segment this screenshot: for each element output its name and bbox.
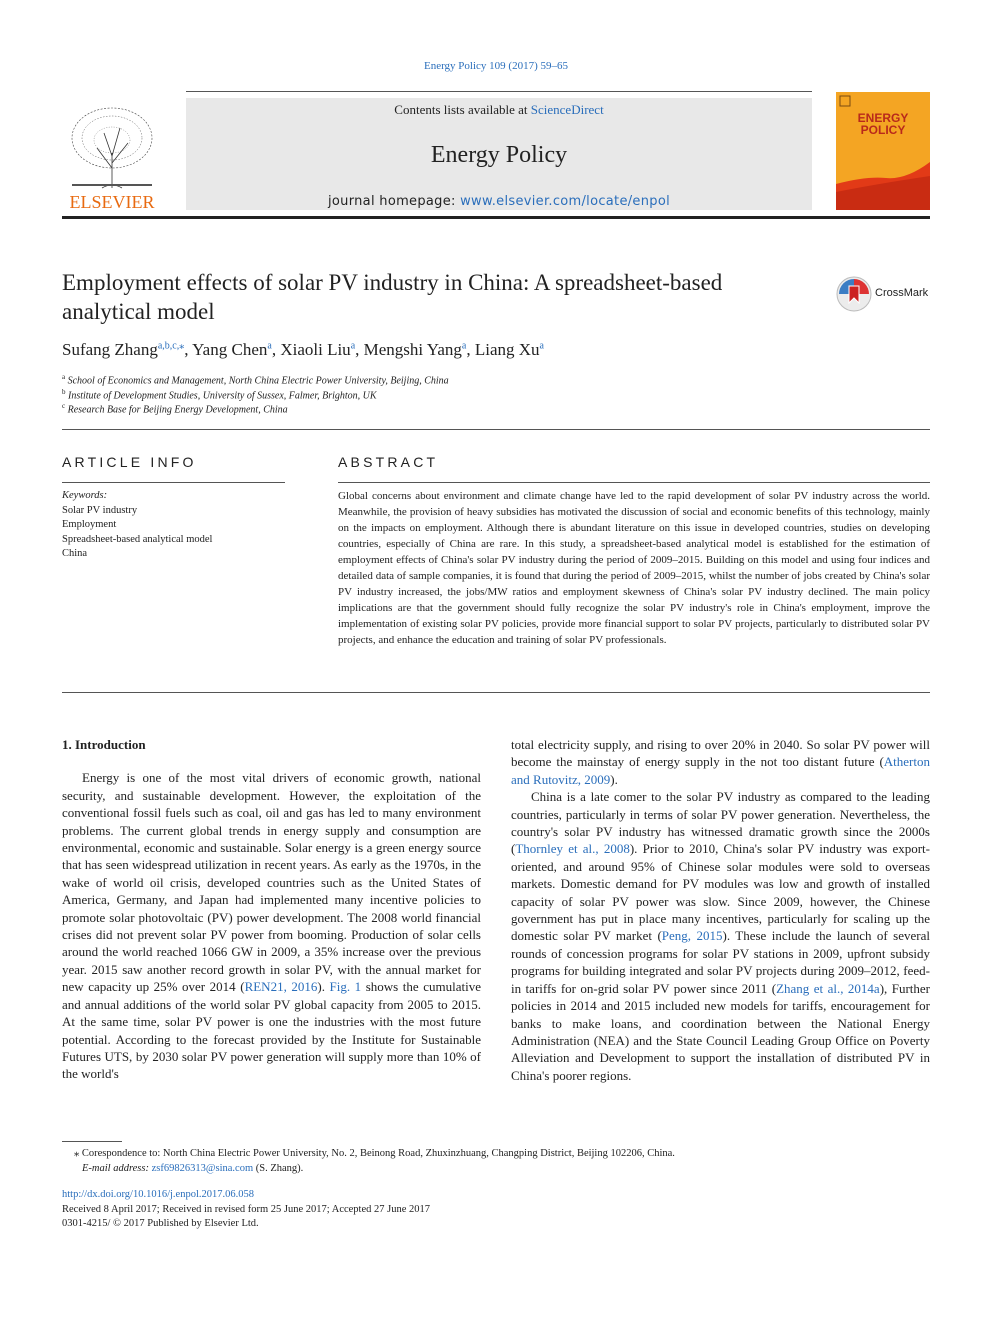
copyright-line: 0301-4215/ © 2017 Published by Elsevier Ltd. — [62, 1218, 259, 1229]
crossmark-icon — [836, 276, 872, 312]
elsevier-wordmark: ELSEVIER — [69, 192, 155, 210]
homepage-prefix: journal homepage: — [328, 194, 461, 209]
author-affiliation-mark[interactable]: a — [539, 340, 544, 352]
author-affiliation-mark[interactable]: a,b,c,⁎ — [157, 340, 185, 352]
journal-name: Energy Policy — [430, 142, 568, 168]
author-affiliation-mark[interactable]: a — [350, 340, 356, 352]
affiliation-a — [62, 373, 449, 386]
footnote-rule — [62, 1141, 122, 1142]
section-heading-introduction: 1. Introduction — [62, 737, 146, 752]
article-info-rule — [62, 482, 285, 483]
paragraph-text: China is a late comer to the solar PV industry as compared to the leading countries, particularly in terms of solar PV power generation. Nevertheless, the country's solar PV industry has witnessed dramatic growth since the 2000s ( — [511, 789, 930, 857]
author-separator: , — [466, 340, 475, 359]
corresponding-footnote — [62, 1146, 675, 1176]
paragraph-text: ), Further policies in 2014 and 2015 included new models for tariffs, encouragement for banks to make loans, and coordination between the National Energy Administration (NEA) and the State Council Leading Group Office on Poverty Alleviation and Development to support the installation of distributed PV in China's poorer regions. — [511, 980, 930, 1083]
sciencedirect-link[interactable]: ScienceDirect — [530, 102, 604, 117]
homepage-link[interactable]: www.elsevier.com/locate/enpol — [460, 194, 670, 209]
paragraph-text: ). These include the launch of several rounds of concession programs for solar PV stations in 2009, upfront subsidy programs for building integrated and solar PV projects during 2009–2012, feed-in tariffs for on-grid solar PV power since 2011 ( — [511, 928, 930, 996]
affiliation-mark: b — [62, 388, 66, 396]
paragraph-text: ). Prior to 2010, China's solar PV industry was export-oriented, and around 95% of Chinese solar modules were sold to overseas markets. Domestic demand for PV modules was low and growth of installed capacity of solar PV power was slow. Since 2009, however, the Chinese government has put in place many incentives, particularly for scaling up the domestic solar PV market ( — [511, 841, 930, 944]
homepage-line — [186, 194, 812, 209]
author-separator: , — [184, 340, 193, 359]
contents-line — [186, 102, 812, 118]
affiliation-text: Institute of Development Studies, University of Sussex, Falmer, Brighton, UK — [68, 390, 377, 402]
article-title: Employment effects of solar PV industry in China: A spreadsheet-based analytical model — [62, 270, 723, 324]
intro-paragraph-2 — [511, 788, 930, 1084]
author-separator: , — [271, 340, 281, 359]
abstract-bottom-rule — [62, 692, 930, 693]
body-column-left — [62, 736, 481, 1083]
keywords-block — [62, 489, 212, 562]
keyword-item: Solar PV industry — [62, 504, 138, 516]
author-separator: , — [355, 340, 364, 359]
intro-paragraph-1-cont — [511, 736, 930, 788]
article-info-heading: ARTICLE INFO — [62, 454, 197, 470]
paragraph-text: ). — [317, 979, 330, 995]
email-suffix: (S. Zhang). — [253, 1163, 304, 1174]
figure-link[interactable]: Fig. 1 — [329, 979, 362, 995]
abstract-heading: ABSTRACT — [338, 454, 439, 470]
paragraph-text: Energy is one of the most vital drivers of economic growth, national security, and sustainable development. However, the exploitation of the conventional fossil fuels such as coal, oil and gas has led to many environment problems. The current global trends in energy supply and consumption are environmental, economic and sustainable. Solar energy is a green energy source that has seen widespread utilization in recent years. As early as the 1970s, in the wake of world oil crisis, developed countries such as the United States of America, Germany, and Japan had implemented many incentive policies to promote solar photovoltaic (PV) power development. The 2008 world financial crises did not prevent solar PV power from booming. Production of solar cells around the world reached 1066 GW in 2009, a 35% increase over the previous year. 2015 saw another record growth in solar PV, with the annual market for new capacity up 25% over 2014 ( — [62, 770, 481, 995]
author-affiliation-mark[interactable]: a — [461, 340, 467, 352]
keyword-item: Employment — [62, 519, 117, 530]
email-line — [62, 1161, 675, 1176]
abstract-text: Global concerns about environment and climate change have led to the rapid development of solar PV industry across the world. Meanwhile, the provision of heavy subsidies has motivated the discussion of social and economic benefits of this technology, mainly on the impacts on employment. Although there is abundant literature on this issue in developed countries, studies on developing countries, especially of China are rare. In this study, a spreadsheet-based analytical model is established for the estimation of employment effects of China's solar PV industry during the period of 2009–2015. Building on this model and using four indices and detailed data of sample companies, it is found that during the period of 2009–2015, whilst the number of jobs created by China's solar PV industry increased, the jobs/MW ratios and employment skewness of China's solar PV industry declined. The main policy implications are that the government should fully recognize the solar PV industry's role in China's employment, improve the implementation of existing solar PV policies, provide more financial support to solar PV projects, particularly to distributed solar PV projects, and enhance the education and training of solar PV professionals. — [338, 490, 930, 646]
cover-art-icon — [836, 92, 930, 210]
affiliation-text: Research Base for Beijing Energy Development, China — [67, 404, 288, 416]
email-link[interactable]: zsf69826313@sina.com — [151, 1163, 254, 1174]
title-block-rule — [62, 429, 930, 430]
crossmark-label: CrossMark — [875, 287, 929, 299]
keywords-label: Keywords: — [62, 490, 108, 501]
doi-link[interactable]: http://dx.doi.org/10.1016/j.enpol.2017.06.058 — [62, 1189, 255, 1200]
citation-link[interactable]: REN21, 2016 — [244, 979, 318, 995]
citation-link[interactable]: Zhang et al., 2014a — [776, 980, 880, 996]
keyword-item: China — [62, 548, 88, 559]
affiliation-mark: a — [62, 373, 66, 381]
author-name[interactable]: Xiaoli Liu — [280, 340, 351, 359]
paragraph-text: total electricity supply, and rising to over 20% in 2040. So solar PV power will become the mainstay of energy supply in the not too distant future ( — [511, 737, 930, 770]
author-list — [62, 340, 544, 360]
intro-paragraph-1 — [62, 769, 481, 1082]
affiliation-c — [62, 402, 288, 415]
body-column-right — [511, 736, 930, 1084]
journal-citation[interactable]: Energy Policy 109 (2017) 59–65 — [423, 60, 568, 72]
publication-info — [62, 1188, 430, 1232]
header-top-rule — [186, 91, 812, 92]
abstract-rule — [338, 482, 930, 483]
journal-cover[interactable] — [836, 92, 930, 210]
journal-banner — [186, 98, 812, 210]
contents-prefix: Contents lists available at — [394, 102, 531, 117]
citation-link[interactable]: Thornley et al., 2008 — [515, 841, 630, 857]
paragraph-text: ). — [610, 771, 618, 787]
author-name[interactable]: Sufang Zhang — [62, 340, 158, 359]
elsevier-logo — [62, 98, 162, 210]
cover-title-line-1: ENERGY — [857, 111, 909, 125]
author-name[interactable]: Yang Chen — [192, 340, 268, 359]
elsevier-tree-icon — [62, 98, 162, 210]
affiliation-b — [62, 388, 377, 401]
correspondence-line — [62, 1146, 675, 1161]
author-affiliation-mark[interactable]: a — [267, 340, 272, 352]
affiliation-mark: c — [62, 402, 66, 410]
email-label: E-mail address: — [82, 1163, 152, 1174]
footnote-mark: ⁎ — [74, 1148, 80, 1159]
citation-link[interactable]: Peng, 2015 — [661, 928, 723, 944]
crossmark-badge[interactable] — [836, 274, 936, 314]
affiliation-text: School of Economics and Management, North China Electric Power University, Beijing, China — [67, 375, 449, 387]
paragraph-text: shows the cumulative and annual additions of the world solar PV global capacity from 2005 to 2015. At the same time, solar PV power is one the industries with the most future potential. According to the forecast provided by the Institute for Sustainable Futures UTS, by 2030 solar PV power generation will supply more than 10% of the world's — [62, 979, 481, 1082]
citation-link[interactable]: Atherton and Rutovitz, 2009 — [511, 754, 930, 787]
keyword-item: Spreadsheet-based analytical model — [62, 533, 213, 545]
author-name[interactable]: Liang Xu — [474, 340, 540, 359]
author-name[interactable]: Mengshi Yang — [363, 340, 462, 359]
cover-title-line-2: POLICY — [860, 123, 906, 137]
header-rule — [62, 216, 930, 219]
correspondence-text: Corespondence to: North China Electric Power University, No. 2, Beinong Road, Zhuxinzhuang, Changping District, Beijing 102206, China. — [79, 1148, 675, 1159]
received-dates: Received 8 April 2017; Received in revised form 25 June 2017; Accepted 27 June 2017 — [62, 1203, 430, 1215]
